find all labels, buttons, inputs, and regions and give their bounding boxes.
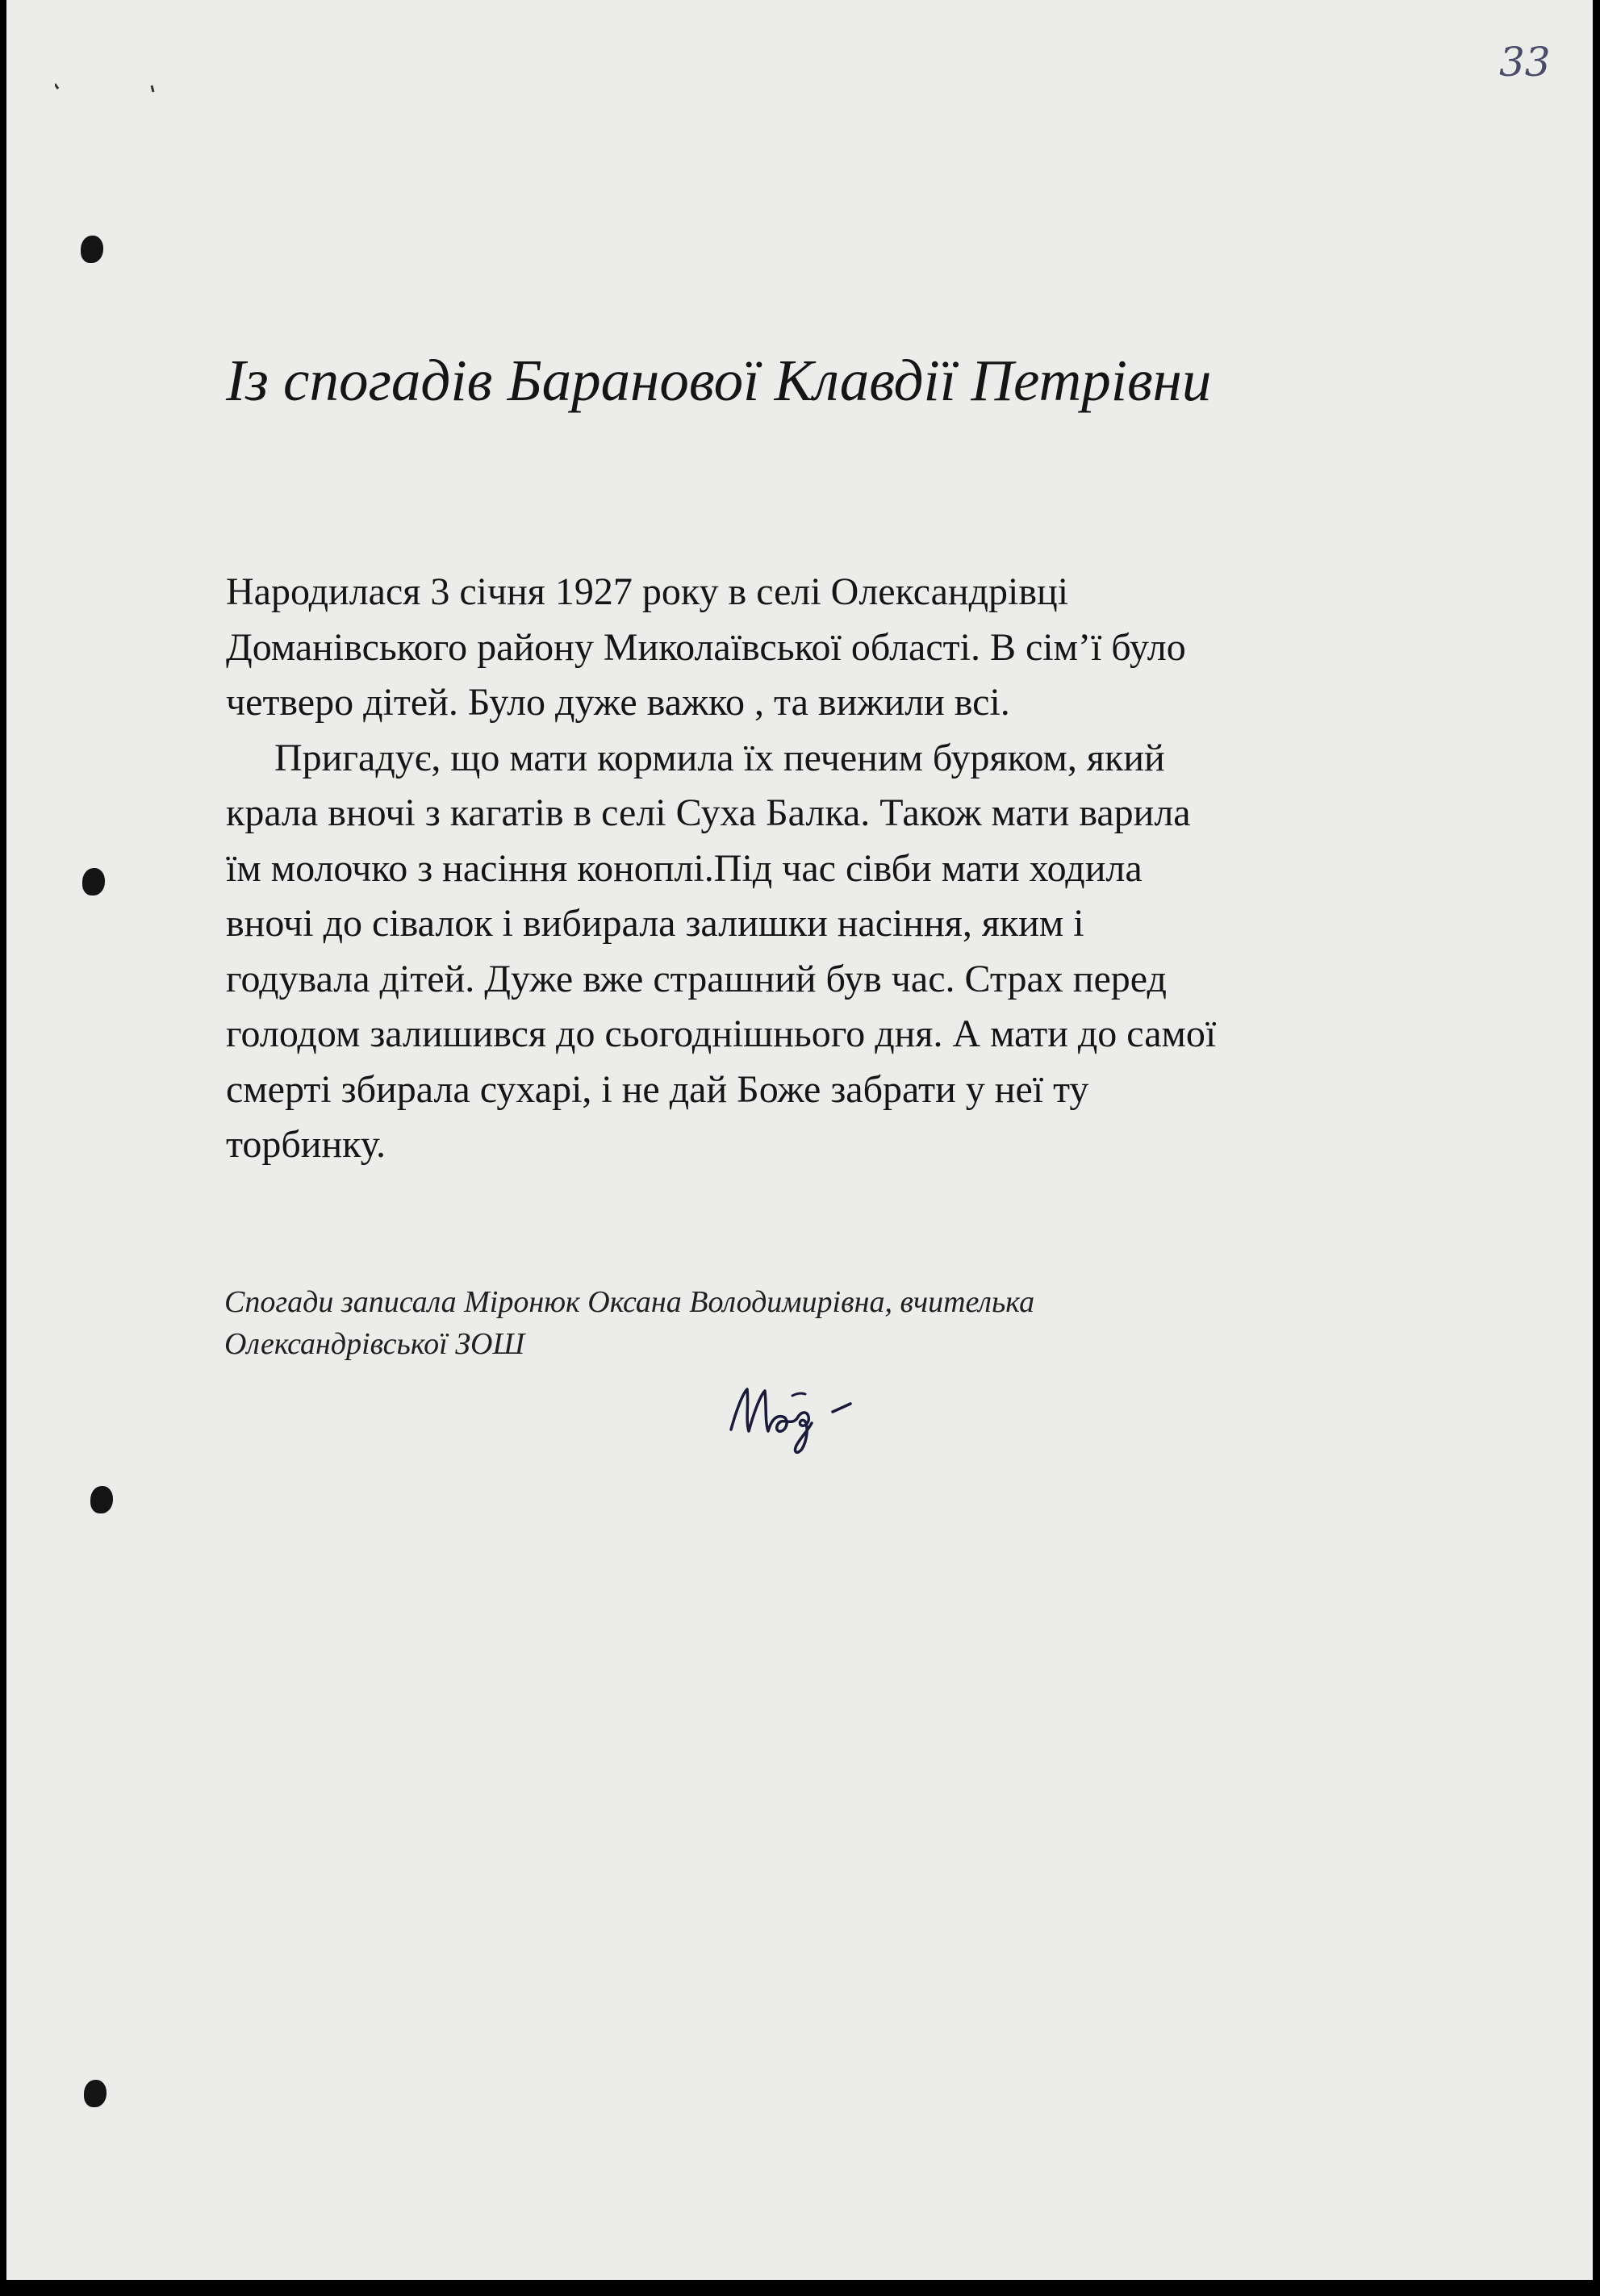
page-number: 33 (1499, 39, 1551, 86)
body-text (226, 565, 1485, 1173)
text-line: годувала дітей. Дуже вже страшний був час. Страх перед (226, 957, 1167, 1000)
text-line: вночі до сівалок і вибирала залишки насіння, яким і (226, 902, 1084, 945)
text-line: Доманівського району Миколаївської області. В сім’ї було (226, 625, 1186, 669)
credit-note (224, 1281, 1435, 1365)
text-line: Народилася 3 січня 1927 року в селі Олександрівці (226, 570, 1069, 613)
text-line: голодом залишився до сьогоднішнього дня. А мати до самої (226, 1012, 1217, 1055)
document-page (6, 0, 1593, 2280)
handwritten-signature (725, 1371, 886, 1460)
text-line: крала вночі з кагатів в селі Суха Балка. Також мати варила (226, 791, 1191, 834)
paragraph-1 (226, 565, 1485, 731)
document-title: Із спогадів Баранової Клавдії Петрівни (226, 348, 1212, 413)
text-line: Пригадує, що мати кормила їх печеним буряком, який (274, 736, 1165, 779)
text-line: смерті збирала сухарі, і не дай Боже забрати у неї ту (226, 1067, 1089, 1111)
credit-line: Олександрівської ЗОШ (224, 1327, 525, 1361)
paragraph-2 (226, 731, 1485, 1173)
punch-hole (82, 868, 105, 895)
punch-hole (90, 1486, 113, 1513)
text-line: четверо дітей. Було дуже важко , та вижили всі. (226, 681, 1010, 724)
punch-hole (81, 236, 103, 263)
edge-marks (55, 81, 168, 97)
text-line: їм молочко з насіння коноплі.Під час сівби мати ходила (226, 846, 1143, 890)
punch-hole (84, 2080, 107, 2107)
text-line: торбинку. (226, 1123, 386, 1166)
credit-line: Спогади записала Міронюк Оксана Володимирівна, вчителька (224, 1285, 1035, 1319)
